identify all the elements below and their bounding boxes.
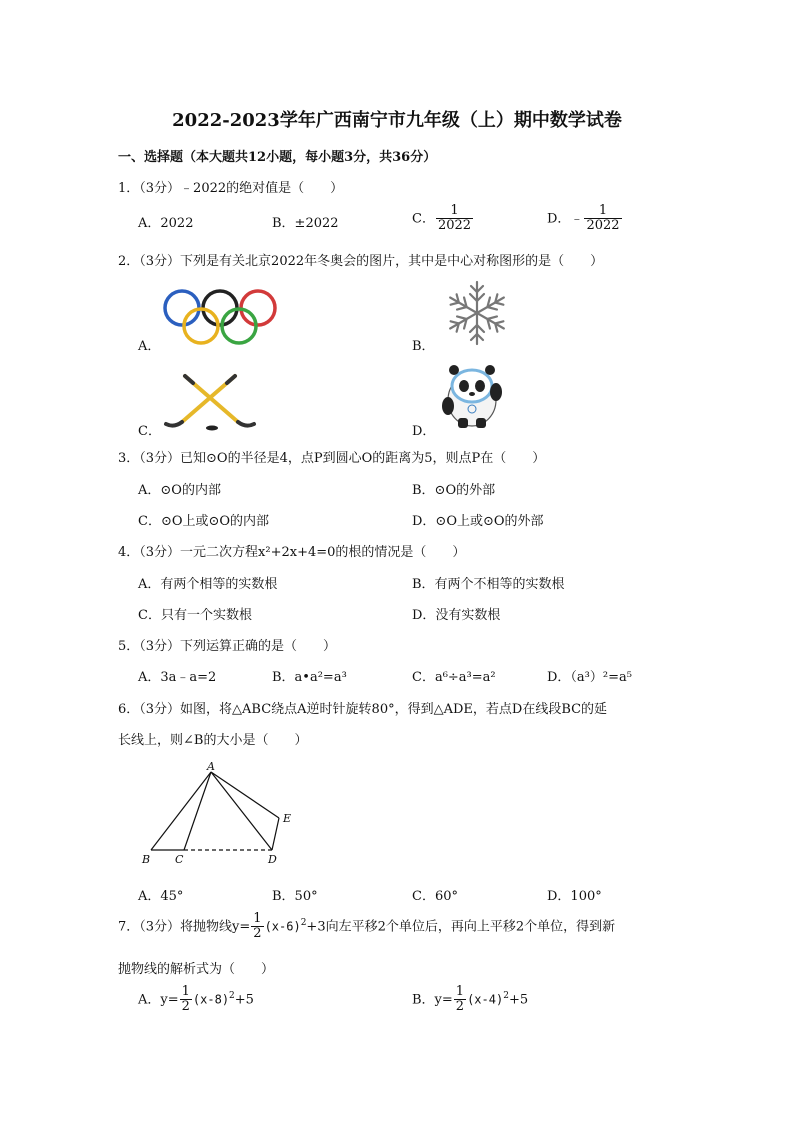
fraction [436,204,473,234]
label-c: C [175,853,184,866]
fraction-numerator: 1 [436,204,473,219]
q2-option-d: D． [412,424,436,439]
q7-option-b [412,985,528,1015]
q6-option-c: C．60° [412,889,458,904]
section-heading: 一、选择题（本大题共12小题，每小题3分，共36分） [118,150,437,165]
olympic-rings-image [160,288,282,348]
segment-de [272,818,279,850]
question-1-stem: 1．（3分）﹣2022的绝对值是（ ） [118,181,344,196]
fraction-numerator: 1 [253,911,262,926]
q7-option-b-label: B．y= [412,992,453,1008]
question-3-stem: 3．（3分）已知⊙O的半径是4，点P到圆心O的距离为5，则点P在（ ） [118,451,546,466]
fraction-numerator: 1 [584,204,621,219]
segment-ae [211,772,279,818]
segment-ab [151,772,211,850]
q4-option-c: C．只有一个实数根 [138,608,252,623]
label-a: A [207,760,215,773]
q1-option-c [412,204,474,234]
q3-option-a: A．⊙O的内部 [138,483,221,498]
q7-option-a-expression: (x-8) [192,992,230,1007]
q3-option-b: B．⊙O的外部 [412,483,496,498]
q2-option-a: A． [138,339,161,354]
question-2-stem: 2．（3分）下列是有关北京2022年冬奥会的图片，其中是中心对称图形的是（ ） [118,254,604,269]
fraction-denominator: 2 [181,999,190,1015]
exponent: 2 [503,990,509,1001]
question-7-stem-line-2: 抛物线的解析式为（ ） [118,962,275,977]
fraction-denominator: 2 [455,999,465,1015]
fraction-denominator: 2022 [437,218,472,234]
q7-stem-prefix: 7．（3分）将抛物线y= [118,919,251,935]
q4-option-a: A．有两个相等的实数根 [138,577,278,592]
mascot-image [438,360,508,430]
q6-option-d: D．100° [547,889,602,904]
fraction [180,985,192,1015]
segment-ad [211,772,272,850]
q6-option-b: B．50° [272,889,318,904]
q7-option-b-tail: +5 [508,992,529,1008]
q6-option-a: A．45° [138,889,184,904]
triangle-rotation-diagram [138,760,298,870]
q1-option-a: A．2022 [138,216,194,231]
question-7-stem-line-1 [118,912,615,942]
q1-option-b: B．±2022 [272,216,339,231]
q7-stem-expression: (x-6) [264,919,301,934]
q1-option-d [547,204,623,234]
exponent: 2 [300,917,307,928]
exponent: 2 [229,990,235,1001]
fraction-numerator: 1 [455,984,465,999]
fraction [454,985,466,1015]
q5-option-c: C．a⁶÷a³=a² [412,670,496,685]
q4-option-b: B．有两个不相等的实数根 [412,577,565,592]
q7-option-a-label: A．y= [138,992,179,1008]
question-5-stem: 5．（3分）下列运算正确的是（ ） [118,639,337,654]
q7-option-b-expression: (x-4) [467,992,504,1007]
q3-option-c: C．⊙O上或⊙O的内部 [138,514,270,529]
segment-ac [184,772,211,850]
question-6-stem-line-1: 6．（3分）如图，将△ABC绕点A逆时针旋转80°，得到△ADE，若点D在线段BC的延 [118,702,608,717]
q2-option-c: C． [138,424,161,439]
q7-option-a [138,985,254,1015]
label-e: E [283,812,292,825]
q3-option-d: D．⊙O上或⊙O的外部 [412,514,544,529]
question-4-stem: 4．（3分）一元二次方程x²+2x+4=0的根的情况是（ ） [118,545,466,560]
fraction-denominator: 2 [253,926,262,942]
fraction-numerator: 1 [181,984,190,999]
q1-option-d-label: D．﹣ [547,211,584,227]
q1-option-c-label: C． [412,211,435,227]
question-6-stem-line-2: 长线上，则∠B的大小是（ ） [118,733,308,748]
q5-option-b: B．a•a²=a³ [272,670,347,685]
q2-option-b: B． [412,339,435,354]
label-b: B [142,853,151,866]
label-d: D [268,853,277,866]
q5-option-a: A．3a﹣a=2 [138,670,217,685]
q5-option-d: D．（a³）²=a⁵ [547,670,632,685]
q4-option-d: D．没有实数根 [412,608,501,623]
q7-stem-tail: +3向左平移2个单位后，再向上平移2个单位，得到新 [306,919,616,935]
snowflake-image [437,278,517,348]
page-title: 2022-2023学年广西南宁市九年级（上）期中数学试卷 [172,110,622,131]
hockey-sticks-image [160,372,260,432]
fraction [251,912,263,942]
q7-option-a-tail: +5 [234,992,254,1008]
fraction-denominator: 2022 [586,218,620,234]
fraction [584,204,621,234]
